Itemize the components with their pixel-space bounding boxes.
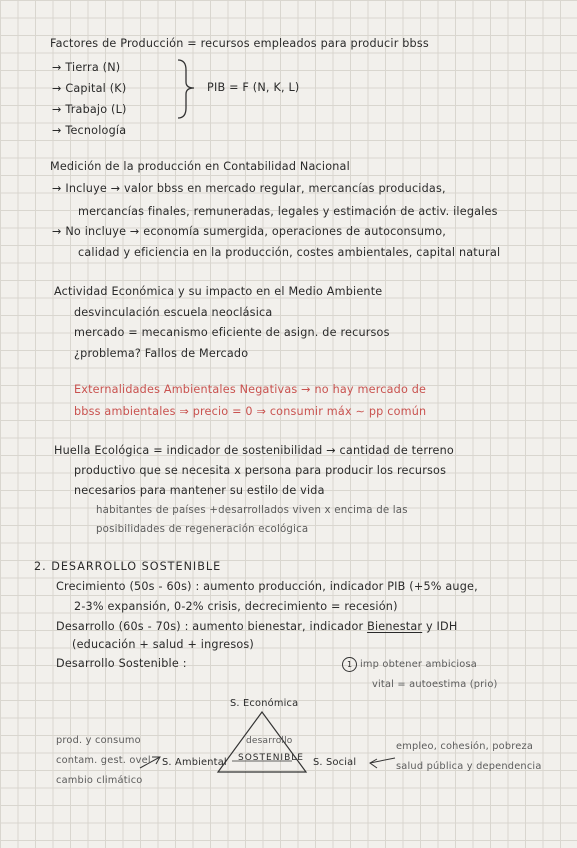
diagram-top-label: S. Económica (230, 698, 299, 709)
actividad-line-3: ¿problema? Fallos de Mercado (74, 347, 249, 360)
incluye-line-2: mercancías finales, remuneradas, legales y estimación de activ. ilegales (78, 205, 498, 218)
side-note-2: vital = autoestima (prio) (372, 679, 498, 690)
side-note-1: imp obtener ambiciosa (360, 659, 477, 670)
crecimiento-line-1: Crecimiento (50s - 60s) : aumento producción, indicador PIB (+5% auge, (56, 580, 478, 593)
actividad-line-1: desvinculación escuela neoclásica (74, 306, 273, 319)
factor-trabajo: → Trabajo (L) (52, 103, 127, 116)
triangle-sostenible: SOSTENIBLE (238, 753, 304, 763)
no-incluye-line-1: → No incluye → economía sumergida, operaciones de autoconsumo, (52, 225, 447, 238)
desarrollo-line-2: (educación + salud + ingresos) (72, 638, 255, 651)
note-number-badge: 1 (342, 657, 357, 672)
desarrollo-text: Desarrollo (60s - 70s) : aumento bienestar, indicador (56, 620, 364, 633)
right-note-1: empleo, cohesión, pobreza (396, 741, 534, 752)
actividad-line-2: mercado = mecanismo eficiente de asign. de recursos (74, 326, 390, 339)
idh-text: y IDH (425, 620, 458, 633)
actividad-heading: Actividad Económica y su impacto en el Medio Ambiente (54, 285, 383, 298)
diagram-left-label: S. Ambiental (162, 757, 227, 768)
pib-formula: PIB = F (N, K, L) (207, 81, 300, 94)
incluye-line-1: → Incluye → valor bbss en mercado regular, mercancías producidas, (52, 182, 446, 195)
externalidades-line-2: bbss ambientales ⇒ precio = 0 ⇒ consumir máx ∼ pp común (74, 405, 427, 418)
left-note-1: prod. y consumo (56, 735, 141, 746)
factor-capital: → Capital (K) (52, 82, 127, 95)
left-note-2: contam. gest. ovel (56, 755, 151, 766)
huella-note-1: habitantes de países +desarrollados viven x encima de las (96, 505, 408, 516)
diagram-right-label: S. Social (313, 757, 357, 768)
desarrollo-heading: 2. DESARROLLO SOSTENIBLE (34, 560, 222, 573)
huella-line-1: Huella Ecológica = indicador de sostenibilidad → cantidad de terreno (54, 444, 454, 457)
triangle-desarrollo: desarrollo (246, 736, 293, 746)
factor-tecnologia: → Tecnología (52, 124, 127, 137)
factor-tierra: → Tierra (N) (52, 61, 121, 74)
right-note-2: salud pública y dependencia (396, 761, 542, 772)
huella-line-2: productivo que se necesita x persona para producir los recursos (74, 464, 447, 477)
left-note-3: cambio climático (56, 775, 143, 786)
bienestar-word: Bienestar (367, 620, 423, 633)
huella-note-2: posibilidades de regeneración ecológica (96, 524, 309, 535)
factores-heading: Factores de Producción = recursos empleados para producir bbss (50, 37, 429, 50)
crecimiento-line-2: 2-3% expansión, 0-2% crisis, decrecimiento = recesión) (74, 600, 398, 613)
huella-line-3: necesarios para mantener su estilo de vida (74, 484, 325, 497)
medicion-heading: Medición de la producción en Contabilidad Nacional (50, 160, 350, 173)
no-incluye-line-2: calidad y eficiencia en la producción, costes ambientales, capital natural (78, 246, 501, 259)
externalidades-line-1: Externalidades Ambientales Negativas → no hay mercado de (74, 383, 427, 396)
desarrollo-sostenible-label: Desarrollo Sostenible : (56, 657, 187, 670)
